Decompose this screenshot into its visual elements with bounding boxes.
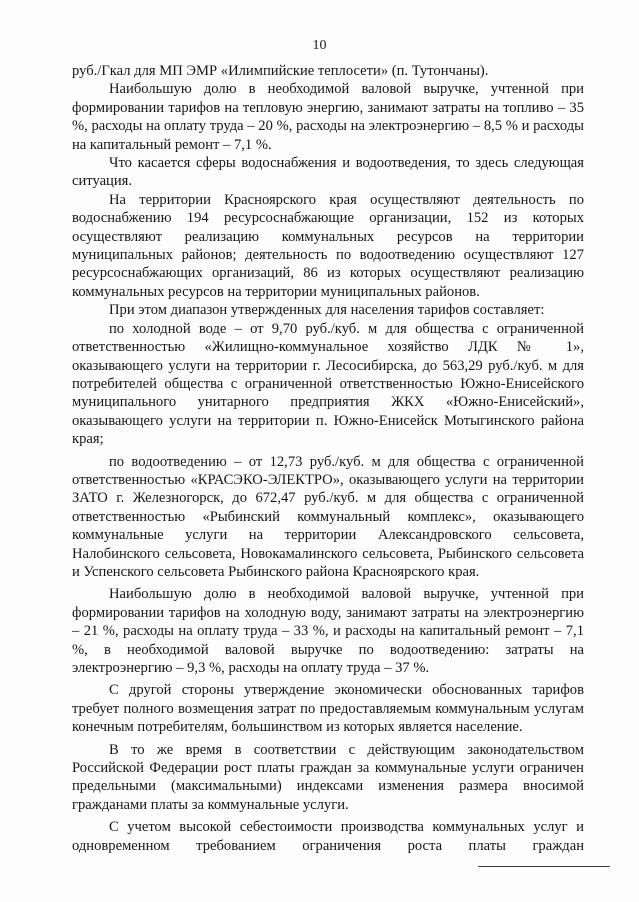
paragraph-wastewater-tariffs: по водоотведению – от 12,73 руб./куб. м для общества с ограниченной ответственностью «КРАСЭКО-ЭЛЕКТРО», оказывающего услуги на территории ЗАТО г. Железногорск, до 672,47 руб./куб. м для общества с ограниченной ответственностью «Рыбинский коммунальный комплекс», оказывающего коммунальные услуги на территории Александровского сельсовета, Налобинского сельсовета, Новокамалинского сельсовета, Рыбинского сельсовета и Успенского сельсовета Рыбинского района Красноярского края.	[72, 453, 584, 580]
paragraph-heat-revenue-share: Наибольшую долю в необходимой валовой выручке, учтенной при формировании тарифов на тепловую энергию, занимают затраты на топливо – 35 %, расходы на оплату труда – 20 %, расходы на электроэнергию – 8,5 % и расходы на капитальный ремонт – 7,1 %.	[72, 81, 584, 153]
paragraph-organizations: На территории Красноярского края осуществляют деятельность по водоснабжению 194 ресурсоснабжающие организации, 152 из которых осуществляют реализацию коммунальных ресурсов на территории муниципальных районов; деятельность по водоотведению осуществляют 127 ресурсоснабжающих организаций, 86 из которых осуществляют реализацию коммунальных ресурсов на территории муниципальных районов.	[72, 191, 584, 300]
paragraph-water-revenue-share: Наибольшую долю в необходимой валовой выручке, учтенной при формировании тарифов на холодную воду, занимают затраты на электроэнергию – 21 %, расходы на оплату труда – 33 %, и расходы на капитальный ремонт – 7,1 %, в необходимой валовой выручке по водоотведению: затраты на электроэнергию – 9,3 %, расходы на оплату труда – 37 %.	[72, 586, 584, 676]
paragraph-cost-recovery: С другой стороны утверждение экономически обоснованных тарифов требует полного возмещения затрат по предоставляемым коммунальным услугам конечным потребителям, большинством из которых является население.	[72, 682, 584, 736]
paragraph-water-intro: Что касается сферы водоснабжения и водоотведения, то здесь следующая ситуация.	[72, 155, 584, 190]
paragraph-continuation: руб./Гкал для МП ЭМР «Илимпийские теплосети» (п. Тутончаны).	[72, 63, 489, 79]
document-body	[72, 62, 584, 855]
footer-rule	[478, 866, 610, 867]
paragraph-tariff-range-intro: При этом диапазон утвержденных для населения тарифов составляет:	[109, 302, 545, 319]
paragraph-legislation: В то же время в соответствии с действующим законодательством Российской Федерации рост платы граждан за коммунальные услуги ограничен предельными (максимальными) индексами изменения размера вносимой гражданами платы за коммунальные услуги.	[72, 741, 584, 813]
paragraph-high-cost: С учетом высокой себестоимости производства коммунальных услуг и одновременном требованием ограничения роста платы граждан	[72, 819, 584, 854]
paragraph-cold-water-tariffs: по холодной воде – от 9,70 руб./куб. м для общества с ограниченной ответственностью «Жилищно-коммунальное хозяйство ЛДК № 1», оказывающего услуги на территории г. Лесосибирска, до 563,29 руб./куб. м для потребителей общества с ограниченной ответственностью Южно-Енисейского муниципального унитарного предприятия ЖКХ «Южно-Енисейский», оказывающего услуги на территории п. Южно-Енисейск Мотыгинского района края;	[72, 320, 584, 448]
page-number: 10	[312, 38, 327, 53]
